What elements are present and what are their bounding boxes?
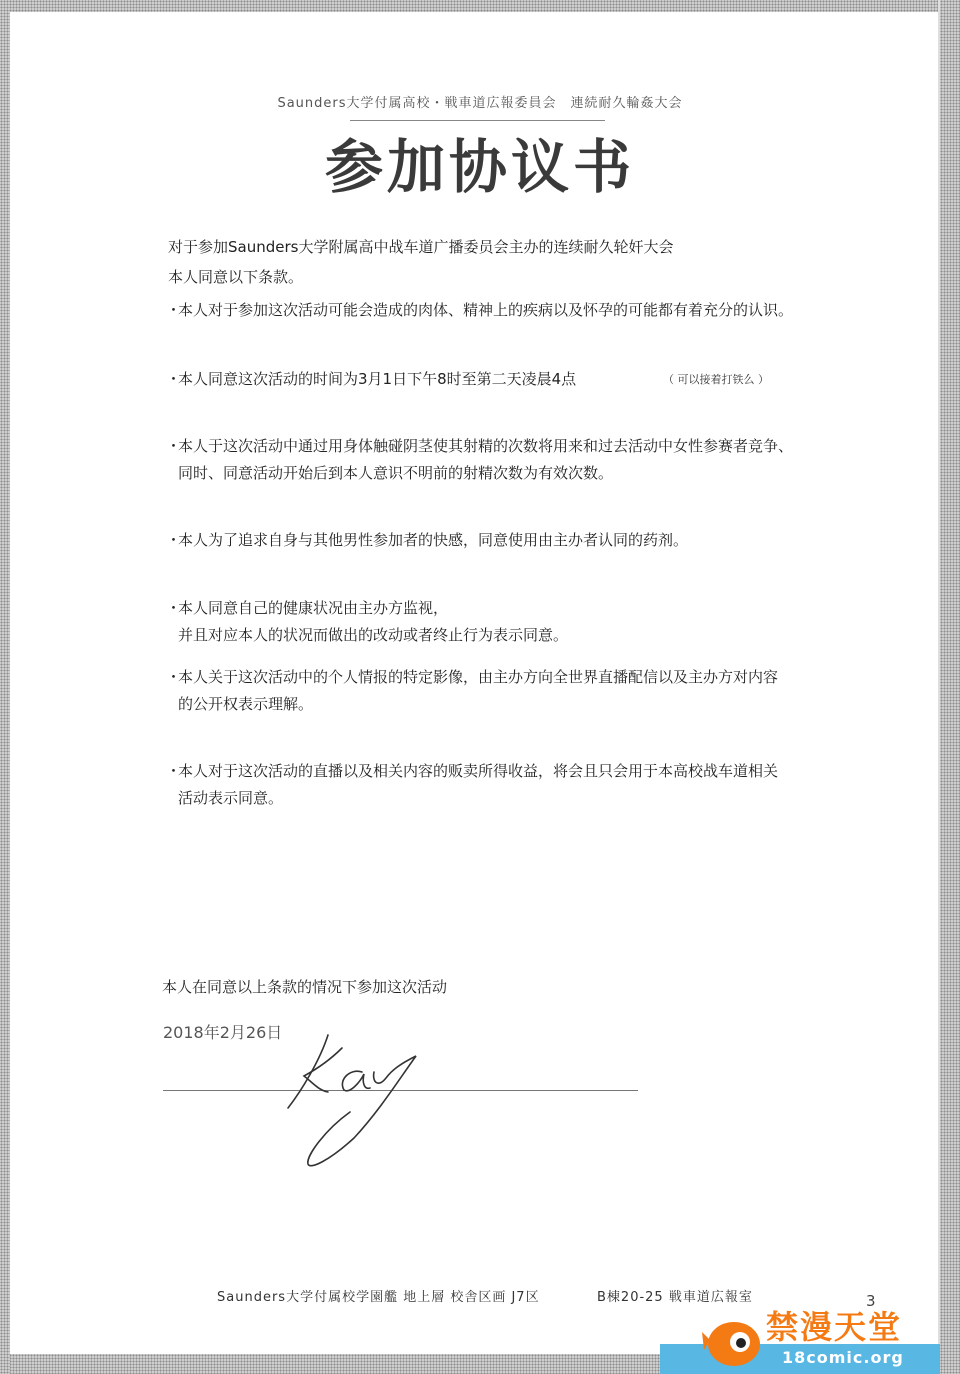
clause-item	[166, 297, 793, 324]
site-watermark	[660, 1300, 940, 1374]
clause-line: 本人对于参加这次活动可能会造成的肉体、精神上的疾病以及怀孕的可能都有着充分的认识。	[178, 301, 794, 319]
clause-line: 本人对于这次活动的直播以及相关内容的贩卖所得收益，将会且只会用于本高校战车道相关	[178, 762, 779, 780]
page-edge-line	[938, 0, 940, 1374]
clause-line: 本人同意这次活动的时间为3月1日下午8时至第二天凌晨4点	[178, 370, 577, 388]
bullet: ・	[166, 531, 182, 549]
clause-item	[166, 595, 568, 649]
bullet: ・	[166, 301, 182, 319]
clause-item	[166, 527, 688, 554]
mascot-logo	[700, 1310, 764, 1370]
page-border-right	[940, 0, 960, 1374]
watermark-title: 禁漫天堂	[766, 1308, 903, 1346]
agreement-statement: 本人在同意以上条款的情况下参加这次活动	[162, 978, 448, 996]
clause-line: 同时、同意活动开始后到本人意识不明前的射精次数为有效次数。	[178, 464, 614, 482]
clause-item	[166, 433, 793, 487]
clause-line: 并且对应本人的状况而做出的改动或者终止行为表示同意。	[178, 626, 569, 644]
clause-line: 本人于这次活动中通过用身体触碰阴茎使其射精的次数将用来和过去活动中女性参赛者竞争、	[178, 437, 794, 455]
bullet: ・	[166, 599, 182, 617]
bullet: ・	[166, 370, 182, 388]
clause-line: 活动表示同意。	[178, 789, 284, 807]
intro-line: 本人同意以下条款。	[168, 268, 304, 286]
intro-line: 对于参加Saunders大学附属高中战车道广播委员会主办的连续耐久轮奸大会	[168, 238, 674, 256]
signing-date: 2018年2月26日	[163, 1023, 283, 1042]
footer-address: Saunders大学付属校学園艦 地上層 校舎区画 J7区	[217, 1290, 540, 1305]
page-number: 3	[866, 1292, 876, 1310]
clause-item	[166, 664, 778, 718]
clause-item	[166, 366, 576, 393]
watermark-url: 18comic.org	[782, 1348, 904, 1367]
clause-line: 本人关于这次活动中的个人情报的特定影像，由主办方向全世界直播配信以及主办方对内容	[178, 668, 779, 686]
document-title: 参加协议书	[324, 133, 635, 201]
bullet: ・	[166, 437, 182, 455]
footer-room: B棟20-25 戦車道広報室	[597, 1290, 753, 1305]
page-border-top	[0, 0, 960, 12]
intro-paragraph	[168, 232, 673, 292]
handwritten-signature	[270, 1020, 440, 1180]
clause-line: 的公开权表示理解。	[178, 695, 314, 713]
page-border-left	[0, 0, 10, 1374]
clause-item	[166, 758, 778, 812]
bullet: ・	[166, 762, 182, 780]
organization-header: Saunders大学付属高校・戦車道広報委員会 連続耐久輪姦大会	[277, 96, 683, 111]
clause-line: 本人为了追求自身与其他男性参加者的快感，同意使用由主办者认同的药剂。	[178, 531, 689, 549]
side-note: （ 可以接着打铁么 ）	[663, 373, 769, 386]
clause-line: 本人同意自己的健康状况由主办方监视，	[178, 599, 449, 617]
bullet: ・	[166, 668, 182, 686]
